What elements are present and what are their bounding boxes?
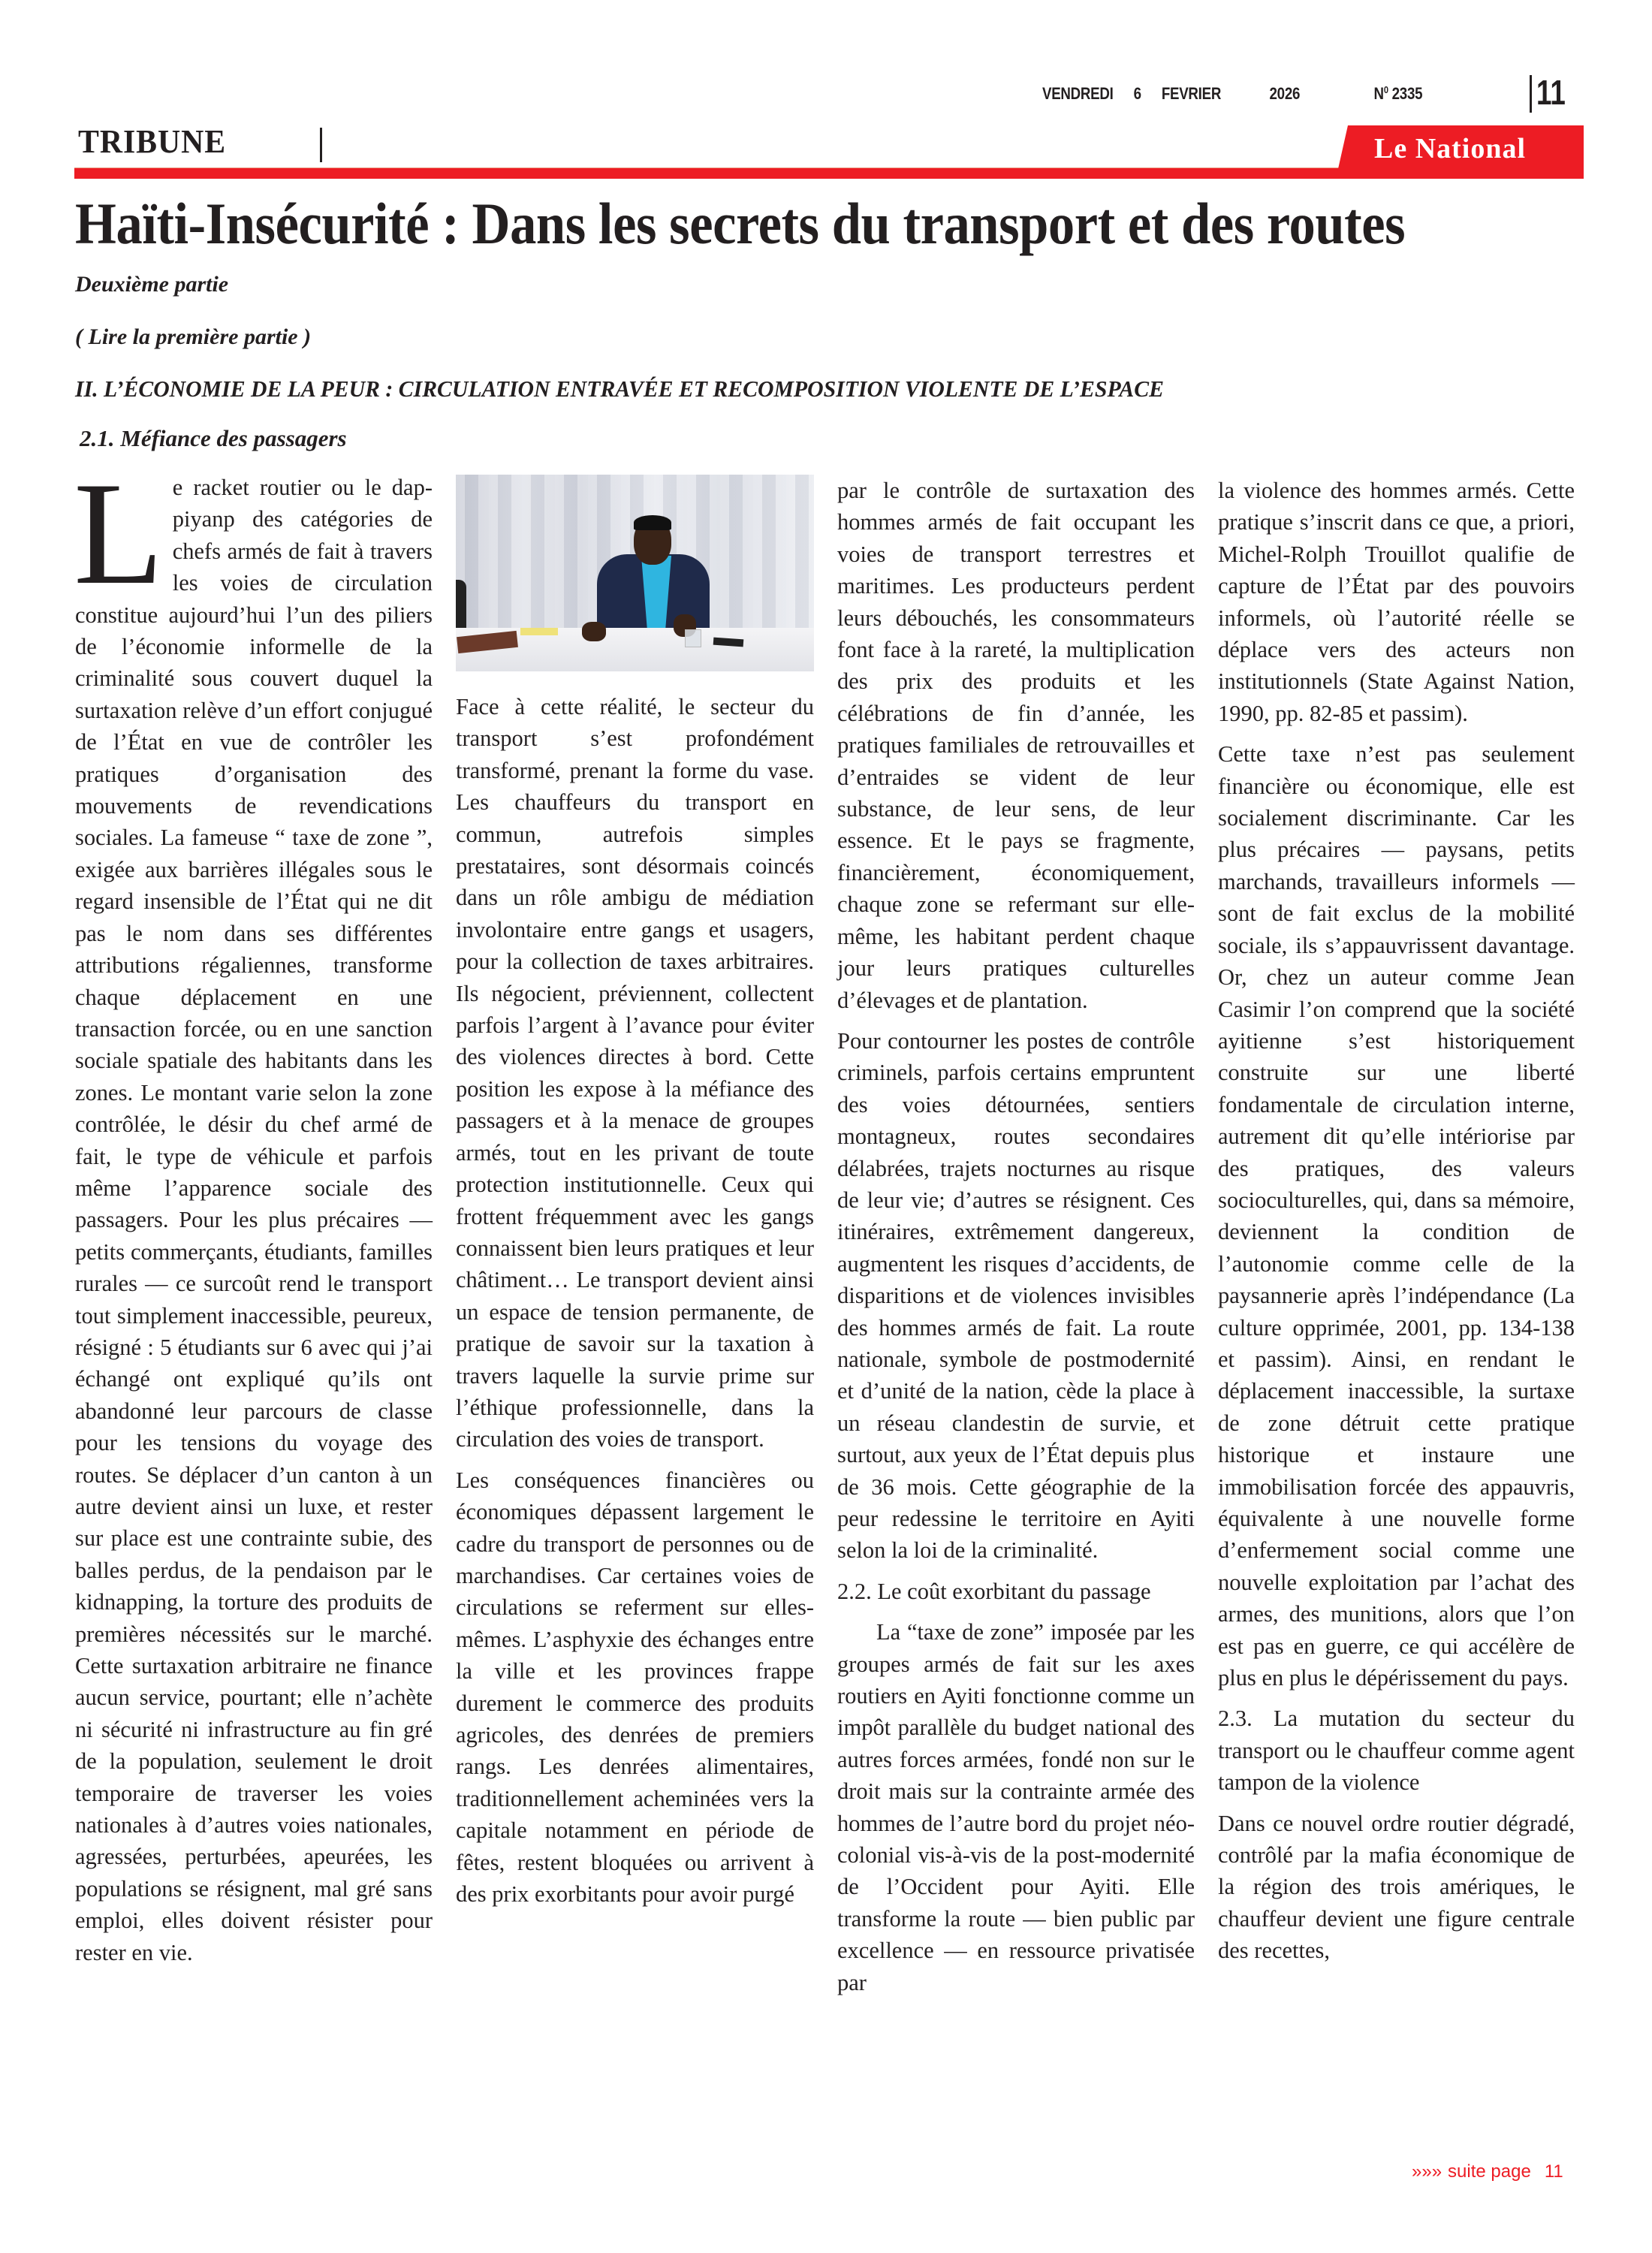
page-number-separator: [1530, 75, 1532, 113]
continued-on-page[interactable]: [1412, 2161, 1563, 2182]
article-column-4: [1218, 475, 1575, 1976]
paragraph: [74, 452, 433, 1968]
dropcap: L: [74, 452, 164, 615]
section-heading-2-1: 2.1. Méfiance des passagers: [80, 425, 347, 451]
continue-page: 11: [1544, 2161, 1563, 2182]
article-headline: Haïti-Insécurité : Dans les secrets du transport et des routes: [75, 191, 1406, 256]
issue-day: VENDREDI: [1042, 84, 1114, 104]
photo-chair: [456, 580, 466, 632]
article-column-1: [74, 452, 433, 1977]
continue-label: suite page: [1448, 2161, 1531, 2182]
paragraph: Dans ce nouvel ordre routier dégradé, contrôlé par la mafia économique de la région des trois amériques, le chauffeur devient une figure centrale des recettes,: [1218, 1810, 1575, 1964]
issue-prefix: N: [1373, 84, 1384, 104]
issue-date: 6: [1133, 84, 1141, 104]
part-heading: II. L’ÉCONOMIE DE LA PEUR : CIRCULATION ENTRAVÉE ET RECOMPOSITION VIOLENTE DE L’ESPACE: [75, 376, 1164, 402]
page-number: 11: [1536, 73, 1566, 112]
paragraph: par le contrôle de surtaxation des hommes armés de fait occupant les voies de transport terrestres et maritimes. Les producteurs perdent leurs débouchés, les consommateurs font face à la rareté, la multiplication des prix des produits et les célébrations de fin d’année, les pratiques familiales de retrouvailles et d’entraides se vident de leur substance, de leur sens, de leur essence. Et le pays se fragmente, financièrement, économiquement, chaque zone se refermant sur elle-même, les habitant perdent chaque jour leurs pratiques culturelles d’élevages et de plantation.: [837, 478, 1195, 1013]
photo-notepad: [520, 628, 558, 635]
paragraph: Pour contourner les postes de contrôle criminels, parfois certains empruntent des voies détournées, sentiers montagneux, routes secondaires délabrées, trajets nocturnes au risque de leur vie; d’autres se résignent. Ces itinéraires, extrêmement dangereux, augmentent les risques d’accidents, de disparitions et de violences invisibles des hommes armés de fait. La route nationale, symbole de postmodernité et d’unité de la nation, cède la place à un réseau clandestin de survie, et surtout, aux yeux de l’État depuis plus de 36 mois. Cette géographie de la peur redessine le territoire en Ayiti selon la loi de la criminalité.: [837, 1027, 1195, 1564]
read-first-part-link[interactable]: ( Lire la première partie ): [75, 324, 312, 349]
photo-hand-left: [582, 622, 606, 641]
photo-hair: [634, 515, 671, 530]
issue-info: [1042, 84, 1422, 104]
section-separator: [320, 128, 322, 162]
paragraph: La “taxe de zone” imposée par les groupes armés de fait sur les axes routiers en Ayiti fonctionne comme un impôt parallèle du budget national des autres forces armées, fondé non sur le droit mais sur la contrainte armée des hommes de l’autre bord du projet néo-colonial vis-à-vis de la post-modernité de l’Occident pour Ayiti. Elle transforme la route — bien public par excellence — en ressource privatisée par: [837, 1619, 1195, 1995]
paragraph: Les conséquences financières ou économiques dépassent largement le cadre du transport de personnes ou de marchandises. Car certaines voies de circulations se referment sur elles-mêmes. L’asphyxie des échanges entre la ville et les provinces frappe durement le commerce des produits agricoles, des denrées de premiers rangs. Les denrées alimentaires, traditionnellement acheminées vers la capitale notamment en période de fêtes, restent bloquées ou arrivent à des prix exorbitants pour avoir purgé: [456, 1467, 814, 1908]
issue-sup: 0: [1383, 84, 1388, 95]
photo-glass: [685, 629, 701, 647]
section-heading-2-3: 2.3. La mutation du secteur du transport ou le chauffeur comme agent tampon de la violence: [1218, 1706, 1575, 1796]
article-subtitle: Deuxième partie: [75, 272, 229, 297]
paragraph: Cette taxe n’est pas seulement financière ou économique, elle est socialement discriminante. Car les plus précaires — paysans, petits marchands, travailleurs informels — sont de fait exclus de la mobilité sociale, ils s’appauvrissent davantage. Or, chez un auteur comme Jean Casimir l’on comprend que la société ayitienne s’est historiquement construite sur une liberté fondamentale de circulation interne, autrement dit qu’elle intériorise par des pratiques, des valeurs socioculturelles, qui, dans sa mémoire, deviennent la condition de l’autonomie comme celle de la paysannerie après l’indépendance (La culture opprimée, 2001, pp. 134-138 et passim). Ainsi, en rendant le déplacement inaccessible, la surtaxe de zone détruit cette pratique historique et instaure une immobilisation forcée des appauvris, équivalente à une nouvelle forme d’enfermement social comme une nouvelle exploitation par l’achat des armes, des munitions, alors que l’on est pas en guerre, ce qui accélère de plus en plus le dépérissement du pays.: [1218, 741, 1575, 1691]
issue-number-value: 2335: [1391, 84, 1423, 104]
issue-year: 2026: [1269, 84, 1301, 104]
continue-arrow-icon: »»»: [1412, 2161, 1442, 2182]
article-column-2: [456, 475, 814, 1919]
article-column-3: [837, 475, 1195, 2007]
issue-number: [1374, 84, 1423, 104]
article-photo: [456, 475, 814, 671]
section-label: TRIBUNE: [78, 123, 227, 160]
section-heading-2-2: 2.2. Le coût exorbitant du passage: [837, 1578, 1151, 1604]
paragraph-text: e racket routier ou le dap-piyanp des catégories de chefs armés de fait à travers les voies de circulation constitue aujourd’hui l’un des piliers de l’économie informelle de la criminalité sous couvert duquel la surtaxation relève d’un effort conjugué de l’État en vue de contrôler les pratiques d’organisation des mouvements de revendications sociales. La fameuse “ taxe de zone ”, exigée aux barrières illégales sous le regard insensible de l’État qui ne dit pas le nom dans ses différentes attributions régaliennes, transforme chaque déplacement en une transaction forcée, ou en une sanction sociale spatiale des habitants dans les zones. Le montant varie selon la zone contrôlée, le désir du chef armé de fait, le type de véhicule et parfois même l’apparence sociale des passagers. Pour les plus précaires — petits commerçants, étudiants, familles rurales — ce surcoût rend le transport tout simplement inaccessible, peureux, résigné : 5 étudiants sur 6 avec qui j’ai échangé ont expliqué qu’ils ont abandonné leur parcours de classe pour les tensions du voyage des routes. Se déplacer d’un canton à un autre devient ainsi un luxe, et rester sur place est une contrainte subie, des balles perdus, de la pendaison par le kidnapping, la torture des produits de premières nécessités sur le marché. Cette surtaxation arbitraire ne finance aucun service, pourtant; elle n’achète ni sécurité ni infrastructure au fin gré de la population, seulement le droit temporaire de traverser les voies nationales à d’autres voies nationales, agressées, perturbées, apeurées, les populations se résignent, mal gré sans emploi, elles doivent résister pour rester en vie.: [75, 475, 433, 1965]
brand-name: Le National: [1374, 133, 1527, 164]
issue-month: FEVRIER: [1161, 84, 1222, 104]
paragraph: la violence des hommes armés. Cette pratique s’inscrit dans ce que, a priori, Michel-Rolph Trouillot qualifie de capture de l’État par des pouvoirs informels, où l’autorité réelle se déplace vers des acteurs non institutionnels (State Against Nation, 1990, pp. 82-85 et passim).: [1218, 478, 1575, 726]
paragraph: Face à cette réalité, le secteur du transport s’est profondément transformé, prenant la forme du vase. Les chauffeurs du transport en commun, autrefois simples prestataires, sont désormais coincés dans un rôle ambigu de médiation involontaire entre gangs et usagers, pour la collection de taxes arbitraires. Ils négocient, préviennent, collectent parfois l’argent à l’avance pour éviter des violences directes à bord. Cette position les expose à la méfiance des passagers et à la menace de groupes armés, tout en les privant de toute protection institutionnelle. Ceux qui frottent fréquemment avec les gangs connaissent bien leurs pratiques et leur châtiment… Le transport devient ainsi un espace de tension permanente, de pratique de savoir sur la taxation à travers laquelle la survie prime sur l’éthique professionnelle, dans la circulation des voies de transport.: [456, 694, 814, 1452]
